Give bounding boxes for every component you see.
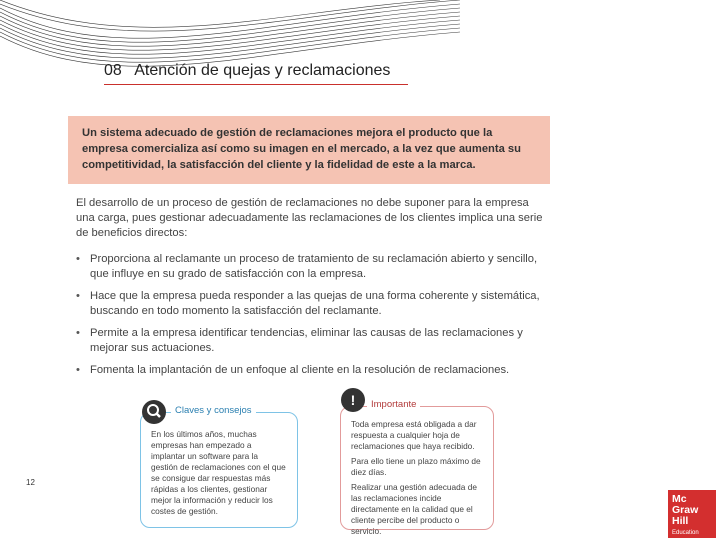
- page-number: 12: [26, 478, 35, 487]
- list-item: • Permite a la empresa identificar tendencias, eliminar las causas de las reclamaciones y mejorar sus actuaciones.: [76, 326, 548, 356]
- tips-box-text: En los últimos años, muchas empresas han empezado a implantar un software para la gestión de reclamaciones con el que se consigue dar respuestas más rápidas a los clientes, gestionar mejor la información y reducir los costes de gestión.: [151, 429, 286, 516]
- section-title: Atención de quejas y reclamaciones: [134, 62, 391, 79]
- important-paragraph: Para ello tiene un plazo máximo de diez días.: [351, 456, 481, 477]
- section-header: [104, 62, 408, 85]
- intro-highlight-box: Un sistema adecuado de gestión de reclamaciones mejora el producto que la empresa comercializa así como su imagen en el mercado, a la vez que aumenta su competitividad, la satisfacción del cliente y la fidelidad de este a la marca.: [68, 116, 550, 184]
- important-paragraph: Toda empresa está obligada a dar respuesta a cualquier hoja de reclamaciones que haya recibido.: [351, 419, 477, 451]
- tips-box: [140, 405, 298, 528]
- logo-text: Hill: [672, 515, 689, 527]
- logo-text: Graw: [672, 504, 699, 516]
- decorative-wave-graphic: [0, 0, 460, 100]
- benefits-list: [76, 252, 548, 385]
- important-box-text: [351, 419, 483, 541]
- body-paragraph: El desarrollo de un proceso de gestión de reclamaciones no debe suponer para la empresa una carga, pues gestionar adecuadamente las reclamaciones de los clientes implica una serie de beneficios directos:: [76, 197, 543, 239]
- important-box-title: Importante: [367, 399, 420, 410]
- important-box: [340, 399, 494, 536]
- list-item: • Fomenta la implantación de un enfoque al cliente en la resolución de reclamaciones.: [76, 363, 548, 378]
- list-item: • Hace que la empresa pueda responder a las quejas de una forma coherente y sistemática, buscando en todo momento la satisfacción del reclamante.: [76, 289, 548, 319]
- important-paragraph: Realizar una gestión adecuada de las reclamaciones incide directamente en la calidad que el cliente percibe del producto o servicio.: [351, 482, 477, 536]
- magnifier-icon: [142, 400, 166, 424]
- section-number: 08: [104, 62, 122, 79]
- exclamation-icon: !: [341, 388, 365, 412]
- publisher-logo: [668, 490, 716, 538]
- tips-box-title: Claves y consejos: [171, 405, 256, 416]
- logo-text: Mc: [672, 493, 687, 505]
- logo-text: Education: [672, 530, 699, 536]
- list-item: • Proporciona al reclamante un proceso de tratamiento de su reclamación abierto y sencillo, que influye en su grado de satisfacción con la empresa.: [76, 252, 548, 282]
